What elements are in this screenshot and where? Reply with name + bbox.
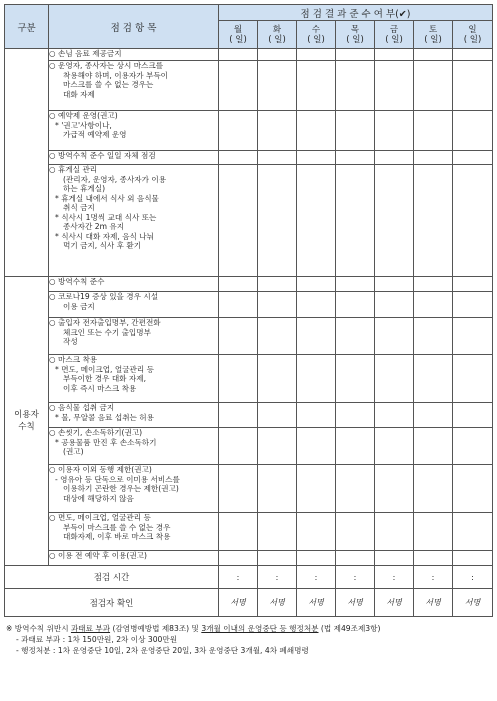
- check-item-line: ○ 손씻기, 손소독하기(권고): [49, 428, 143, 437]
- check-cell[interactable]: [297, 513, 336, 551]
- check-item-line: ○ 휴게실 관리: [49, 165, 98, 174]
- note-penalty: ※ 방역수칙 위반시 과태료 부과 (감염병예방법 제83조) 및 3개월 이내의 운영중단 등 행정처분 (법 제49조제3항): [6, 624, 381, 633]
- check-item: [49, 111, 219, 151]
- day-date: ( 일): [385, 34, 403, 45]
- check-cell[interactable]: [414, 49, 453, 61]
- check-cell[interactable]: [336, 165, 375, 277]
- table-row: [5, 428, 493, 465]
- check-item: [49, 355, 219, 403]
- check-cell[interactable]: [258, 165, 297, 277]
- day-date: ( 일): [346, 34, 364, 45]
- check-cell[interactable]: [297, 277, 336, 292]
- day-date: ( 일): [307, 34, 325, 45]
- check-cell[interactable]: [453, 61, 493, 111]
- check-cell[interactable]: [375, 465, 414, 513]
- check-item: [49, 49, 219, 61]
- check-cell[interactable]: [414, 428, 453, 465]
- signature-cell[interactable]: 서명: [297, 589, 336, 617]
- signature-cell[interactable]: 서명: [414, 589, 453, 617]
- check-item: [49, 403, 219, 428]
- header-items: 점 검 항 목: [49, 5, 219, 49]
- signature-cell[interactable]: 서명: [453, 589, 493, 617]
- check-cell[interactable]: [414, 318, 453, 355]
- check-cell[interactable]: [375, 355, 414, 403]
- check-item-line: 체크인 또는 수기 출입명부: [63, 327, 151, 337]
- check-item-line: ○ 손님 음료 제공금지: [49, 49, 122, 58]
- check-cell[interactable]: [414, 277, 453, 292]
- check-cell[interactable]: [336, 292, 375, 318]
- check-item-line: * '권고'사항이나,: [55, 120, 112, 130]
- check-cell[interactable]: [336, 465, 375, 513]
- check-item-line: ○ 운영자, 종사자는 상시 마스크를: [49, 61, 164, 70]
- check-cell[interactable]: [414, 111, 453, 151]
- check-cell[interactable]: [258, 151, 297, 165]
- check-cell[interactable]: [336, 403, 375, 428]
- header-day: [414, 21, 453, 49]
- day-name: 일: [468, 24, 477, 35]
- check-cell[interactable]: [414, 513, 453, 551]
- table-row: [5, 318, 493, 355]
- check-cell[interactable]: [258, 403, 297, 428]
- check-cell[interactable]: [453, 151, 493, 165]
- time-cell[interactable]: :: [219, 566, 258, 589]
- check-cell[interactable]: [258, 428, 297, 465]
- check-item-line: 대상에 해당하지 않음: [63, 493, 134, 503]
- signature-cell[interactable]: 서명: [375, 589, 414, 617]
- check-item-line: ○ 예약제 운영(권고): [49, 111, 118, 120]
- check-cell[interactable]: [414, 165, 453, 277]
- check-item: [49, 151, 219, 165]
- check-cell[interactable]: [375, 292, 414, 318]
- check-item-line: 부득이 마스크를 쓸 수 없는 경우: [63, 522, 171, 532]
- check-item-line: - 영유아 등 단독으로 이미용 서비스를: [55, 474, 180, 484]
- signature-cell[interactable]: 서명: [336, 589, 375, 617]
- check-cell[interactable]: [297, 49, 336, 61]
- check-cell[interactable]: [336, 355, 375, 403]
- table-row: [5, 513, 493, 551]
- check-item-line: ○ 방역수칙 준수: [49, 277, 105, 286]
- check-item: [49, 513, 219, 551]
- time-cell[interactable]: :: [336, 566, 375, 589]
- table-row: [5, 277, 493, 292]
- check-cell[interactable]: [219, 465, 258, 513]
- check-cell[interactable]: [375, 318, 414, 355]
- check-cell[interactable]: [297, 111, 336, 151]
- check-item: [49, 465, 219, 513]
- check-item-line: 먹기 금지, 식사 후 환기: [63, 241, 142, 250]
- check-cell[interactable]: [297, 318, 336, 355]
- check-item-line: ○ 음식물 섭취 금지: [49, 403, 115, 412]
- check-cell[interactable]: [336, 49, 375, 61]
- check-item-line: * 식사시 1명씩 교대 식사 또는: [55, 212, 157, 222]
- section-category: [5, 49, 49, 277]
- header-category: 구분: [5, 5, 49, 49]
- header-day: [375, 21, 414, 49]
- check-cell[interactable]: [453, 111, 493, 151]
- check-cell[interactable]: [336, 61, 375, 111]
- check-cell[interactable]: [297, 165, 336, 277]
- check-cell[interactable]: [219, 318, 258, 355]
- table-row: [5, 61, 493, 111]
- check-cell[interactable]: [219, 513, 258, 551]
- check-item-line: ○ 방역수칙 준수 일일 자체 점검: [49, 151, 156, 160]
- check-cell[interactable]: [258, 61, 297, 111]
- check-item-line: 작성: [63, 337, 78, 346]
- check-item: [49, 165, 219, 277]
- confirm-row: [5, 589, 493, 617]
- table-row: [5, 292, 493, 318]
- check-cell[interactable]: [375, 551, 414, 566]
- check-cell[interactable]: [219, 49, 258, 61]
- signature-cell[interactable]: 서명: [219, 589, 258, 617]
- check-item: [49, 277, 219, 292]
- check-item-line: * 휴게실 내에서 식사 외 음식물: [55, 193, 159, 203]
- check-cell[interactable]: [258, 292, 297, 318]
- header-day: [219, 21, 258, 49]
- day-name: 금: [389, 24, 399, 35]
- header-day: [453, 21, 493, 49]
- check-item-line: ○ 이용 전 예약 후 이용(권고): [49, 551, 147, 560]
- check-cell[interactable]: [219, 292, 258, 318]
- day-name: 수: [311, 24, 321, 35]
- check-item-line: 하는 휴게실): [63, 184, 106, 193]
- check-cell[interactable]: [414, 151, 453, 165]
- check-cell[interactable]: [219, 403, 258, 428]
- check-item-line: ○ 마스크 착용: [49, 355, 98, 364]
- check-cell[interactable]: [453, 513, 493, 551]
- check-item-line: 이용 금지: [63, 301, 95, 311]
- check-cell[interactable]: [375, 61, 414, 111]
- table-row: [5, 111, 493, 151]
- check-cell[interactable]: [258, 465, 297, 513]
- confirm-label: 점검자 확인: [5, 589, 219, 617]
- day-date: ( 일): [463, 34, 482, 45]
- check-cell[interactable]: [453, 165, 493, 277]
- table-row: [5, 551, 493, 566]
- check-cell[interactable]: [219, 165, 258, 277]
- check-cell[interactable]: [453, 318, 493, 355]
- check-cell[interactable]: [453, 277, 493, 292]
- header-day: [336, 21, 375, 49]
- check-item-line: ○ 출입자 전자출입명부, 간편전화: [49, 318, 161, 327]
- check-item: [49, 61, 219, 111]
- check-item-line: * 공용물품 만진 후 손소독하기: [55, 437, 157, 447]
- time-cell[interactable]: :: [414, 566, 453, 589]
- day-name: 토: [428, 24, 438, 35]
- day-name: 화: [272, 24, 282, 35]
- time-row: [5, 566, 493, 589]
- note-suspension: 3개월 이내의 운영중단 등 행정처분: [201, 624, 319, 633]
- day-name: 월: [233, 24, 243, 35]
- time-cell[interactable]: :: [375, 566, 414, 589]
- notes: [4, 623, 492, 656]
- check-item-line: ○ 코로나19 증상 있을 경우 시설: [49, 292, 159, 301]
- check-cell[interactable]: [336, 111, 375, 151]
- check-item-line: 부득이한 경우 대화 자제,: [63, 374, 147, 383]
- check-cell[interactable]: [258, 513, 297, 551]
- check-item-line: * 물, 무알콜 음료 섭취는 허용: [55, 412, 154, 422]
- checklist-table: [4, 4, 493, 617]
- check-cell[interactable]: [297, 428, 336, 465]
- check-item-line: 이후 즉시 마스크 착용: [63, 383, 137, 393]
- check-cell[interactable]: [336, 277, 375, 292]
- check-item-line: 마스크를 쓸 수 없는 경우는: [63, 80, 154, 89]
- check-cell[interactable]: [258, 277, 297, 292]
- header-day: [297, 21, 336, 49]
- table-row: [5, 403, 493, 428]
- check-cell[interactable]: [375, 165, 414, 277]
- check-item-line: 가급적 예약제 운영: [63, 130, 127, 139]
- day-date: ( 일): [268, 34, 286, 45]
- check-cell[interactable]: [414, 355, 453, 403]
- check-cell[interactable]: [453, 428, 493, 465]
- check-cell[interactable]: [414, 551, 453, 566]
- check-cell[interactable]: [453, 465, 493, 513]
- check-cell[interactable]: [219, 151, 258, 165]
- check-item-line: 종사자간 2m 유지: [63, 222, 125, 231]
- check-item: [49, 428, 219, 465]
- check-cell[interactable]: [219, 551, 258, 566]
- check-item: [49, 551, 219, 566]
- time-cell[interactable]: :: [258, 566, 297, 589]
- check-cell[interactable]: [297, 551, 336, 566]
- check-cell[interactable]: [375, 277, 414, 292]
- check-cell[interactable]: [297, 355, 336, 403]
- check-cell[interactable]: [336, 428, 375, 465]
- check-cell[interactable]: [375, 428, 414, 465]
- table-row: [5, 165, 493, 277]
- check-cell[interactable]: [336, 151, 375, 165]
- check-cell[interactable]: [258, 318, 297, 355]
- header-day: [258, 21, 297, 49]
- section-category: 이용자 수칙: [5, 277, 49, 566]
- check-item-line: ○ 면도, 메이크업, 얼굴관리 등: [49, 513, 151, 522]
- check-cell[interactable]: [336, 513, 375, 551]
- check-cell[interactable]: [375, 403, 414, 428]
- check-cell[interactable]: [375, 49, 414, 61]
- time-cell[interactable]: :: [297, 566, 336, 589]
- table-row: [5, 49, 493, 61]
- check-item-line: 취식 금지: [63, 203, 95, 212]
- check-cell[interactable]: [297, 403, 336, 428]
- table-row: [5, 151, 493, 165]
- check-item-line: 이용하기 곤란한 경우는 제한(권고): [63, 484, 179, 493]
- check-cell[interactable]: [414, 61, 453, 111]
- checklist-sheet: [4, 4, 492, 656]
- check-item-line: (관리자, 운영자, 종사자가 이용: [63, 174, 167, 184]
- check-cell[interactable]: [453, 355, 493, 403]
- check-cell[interactable]: [258, 111, 297, 151]
- check-cell[interactable]: [219, 355, 258, 403]
- note-fine-detail: - 과태료 부과 : 1차 150만원, 2차 이상 300만원: [16, 635, 178, 644]
- check-cell[interactable]: [258, 355, 297, 403]
- check-cell[interactable]: [414, 465, 453, 513]
- check-cell[interactable]: [414, 403, 453, 428]
- header-result: 점 검 결 과 준 수 여 부(✔): [219, 5, 493, 21]
- check-cell[interactable]: [336, 318, 375, 355]
- check-cell[interactable]: [375, 513, 414, 551]
- time-cell[interactable]: :: [453, 566, 493, 589]
- note-admin-detail: - 행정처분 : 1차 운영중단 10일, 2차 운영중단 20일, 3차 운영중단 3개월, 4차 폐쇄명령: [16, 646, 309, 655]
- note-fine: 과태료 부과: [70, 624, 111, 633]
- check-cell[interactable]: [414, 292, 453, 318]
- day-name: 목: [350, 24, 360, 35]
- check-cell[interactable]: [453, 49, 493, 61]
- check-cell[interactable]: [219, 277, 258, 292]
- check-cell[interactable]: [297, 61, 336, 111]
- check-cell[interactable]: [453, 403, 493, 428]
- check-item-line: * 식사시 대화 자제, 음식 나눠: [55, 231, 154, 241]
- check-cell[interactable]: [336, 551, 375, 566]
- check-cell[interactable]: [297, 292, 336, 318]
- table-row: [5, 465, 493, 513]
- check-item-line: 대화자제, 이후 바로 마스크 착용: [63, 532, 171, 541]
- check-item-line: ○ 이용자 이외 동행 제한(권고): [49, 465, 152, 474]
- check-cell[interactable]: [375, 151, 414, 165]
- check-cell[interactable]: [219, 111, 258, 151]
- check-cell[interactable]: [219, 61, 258, 111]
- check-item: [49, 292, 219, 318]
- check-cell[interactable]: [453, 551, 493, 566]
- check-item-line: 착용해야 하며, 이용자가 부득이: [63, 70, 169, 80]
- day-date: ( 일): [424, 34, 442, 45]
- check-cell[interactable]: [375, 111, 414, 151]
- table-row: [5, 355, 493, 403]
- check-cell[interactable]: [297, 151, 336, 165]
- check-cell[interactable]: [453, 292, 493, 318]
- check-cell[interactable]: [297, 465, 336, 513]
- check-item-line: 대화 자제: [63, 89, 95, 99]
- time-label: 점검 시간: [5, 566, 219, 589]
- check-item-line: (권고): [63, 447, 84, 456]
- check-cell[interactable]: [219, 428, 258, 465]
- check-cell[interactable]: [258, 551, 297, 566]
- check-item-line: * 면도, 메이크업, 얼굴관리 등: [55, 364, 154, 374]
- check-item: [49, 318, 219, 355]
- signature-cell[interactable]: 서명: [258, 589, 297, 617]
- check-cell[interactable]: [258, 49, 297, 61]
- day-date: ( 일): [229, 34, 247, 45]
